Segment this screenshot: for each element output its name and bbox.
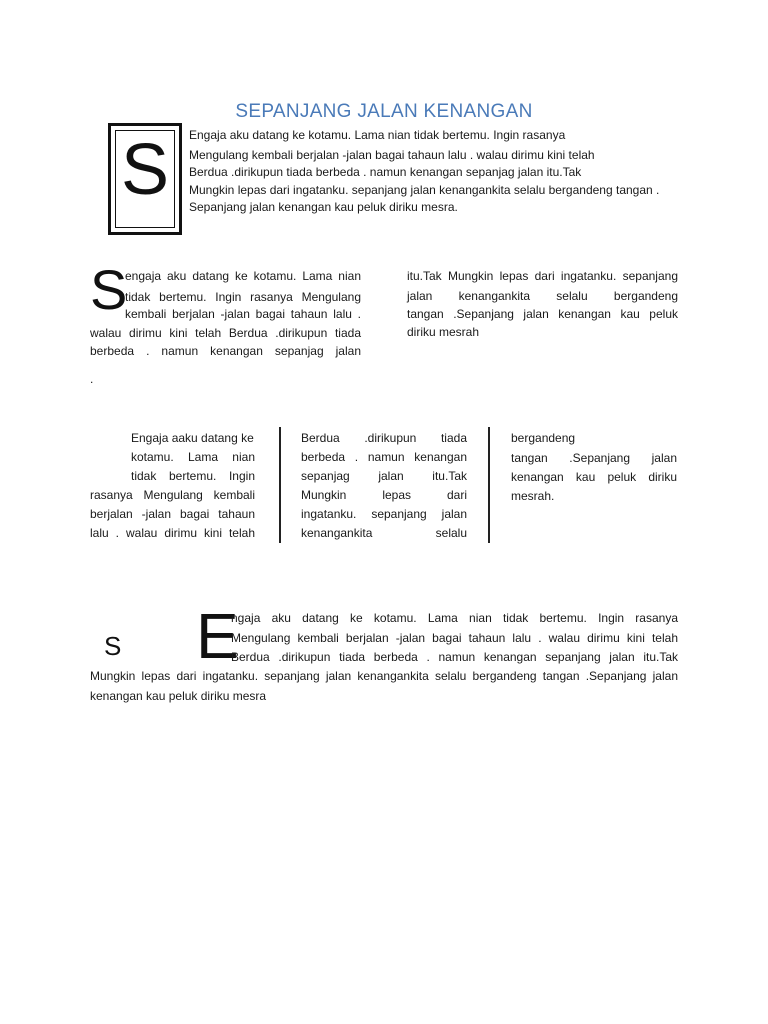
boxed-drop-cap [108, 123, 182, 235]
drop-cap-letter: S [120, 130, 170, 210]
paragraph-line: Berdua .dirikupun tiada berbeda . namun kenangan sepanjag jalan itu.Tak [189, 165, 582, 179]
paragraph-line: tidak bertemu. Ingin [131, 469, 255, 483]
trailing-dot: . [90, 372, 94, 386]
paragraph-line: bergandeng [511, 431, 576, 445]
page-title: SEPANJANG JALAN KENANGAN [235, 101, 533, 122]
paragraph-line: Berdua .dirikupun tiada [301, 431, 467, 445]
column-divider [488, 427, 490, 543]
paragraph-line: mesrah. [511, 489, 555, 503]
paragraph-line: Mengulang kembali berjalan -jalan bagai tahaun lalu . walau dirimu kini telah [189, 148, 595, 162]
paragraph-line: itu.Tak Mungkin lepas dari ingatanku. sepanjang [407, 269, 678, 283]
paragraph-line: Mungkin lepas dari ingatanku. sepanjang jalan kenangankita selalu bergandeng tangan .Sepanjang jalan [90, 669, 678, 683]
drop-cap-letter: E [196, 600, 239, 672]
drop-cap-letter: S [90, 258, 128, 321]
paragraph-line: Berdua .dirikupun tiada berbeda . namun kenangan sepanjang jalan itu.Tak [231, 650, 678, 664]
paragraph-line: rasanya Mengulang kembali [90, 488, 255, 502]
paragraph-line: berbeda . namun kenangan [301, 450, 467, 464]
paragraph-line: ngaja aku datang ke kotamu. Lama nian tidak bertemu. Ingin rasanya [231, 611, 678, 625]
paragraph-line: sepanjag jalan itu.Tak [301, 469, 467, 483]
paragraph-line: kenangan kau peluk diriku [511, 470, 677, 484]
paragraph-line: kenangankita selalu [301, 526, 467, 540]
paragraph-line: Mungkin lepas dari ingatanku. sepanjang jalan kenangankita selalu bergandeng tangan . [189, 183, 660, 197]
paragraph-line: kenangan kau peluk diriku mesra [90, 689, 267, 703]
paragraph-line: Engaja aku datang ke kotamu. Lama nian tidak bertemu. Ingin rasanya [189, 128, 566, 142]
paragraph-line: jalan kenangankita selalu bergandeng [407, 289, 678, 303]
paragraph-line: ingatanku. sepanjang jalan [301, 507, 467, 521]
paragraph-line: lalu . walau dirimu kini telah [90, 526, 255, 540]
paragraph-line: tangan .Sepanjang jalan kenangan kau peluk [407, 307, 678, 321]
paragraph-line: tidak bertemu. Ingin rasanya Mengulang [125, 290, 361, 304]
paragraph-line: walau dirimu kini telah Berdua .dirikupun tiada [90, 326, 361, 340]
paragraph-line: berbeda . namun kenangan sepanjag jalan [90, 344, 361, 358]
paragraph-line: tangan .Sepanjang jalan [511, 451, 677, 465]
paragraph-line: berjalan -jalan bagai tahaun [90, 507, 255, 521]
column-divider [279, 427, 281, 543]
paragraph-line: Mengulang kembali berjalan -jalan bagai tahaun lalu . walau dirimu kini telah [231, 631, 678, 645]
paragraph-line: Engaja aaku datang ke [131, 431, 254, 445]
paragraph-line: kembali berjalan -jalan bagai tahaun lalu . [125, 307, 361, 321]
small-initial-letter: S [104, 631, 122, 661]
paragraph-line: kotamu. Lama nian [131, 450, 255, 464]
paragraph-line: Sepanjang jalan kenangan kau peluk diriku mesra. [189, 200, 458, 214]
paragraph-line: diriku mesrah [407, 325, 480, 339]
paragraph-line: Mungkin lepas dari [301, 488, 467, 502]
paragraph-line: engaja aku datang ke kotamu. Lama nian [125, 269, 361, 283]
